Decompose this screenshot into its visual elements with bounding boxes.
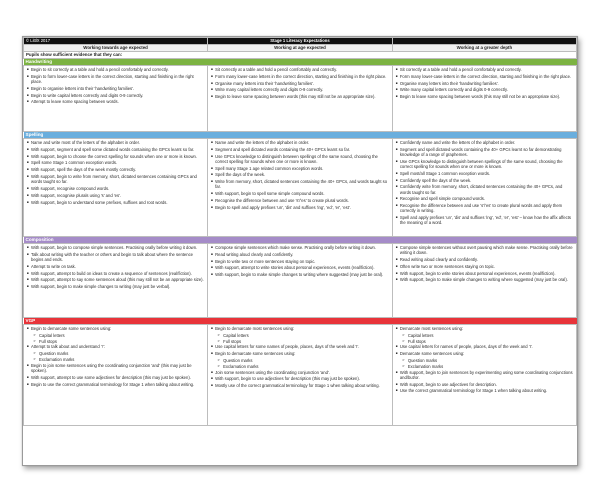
bullet-item: ■ Organise many letters into their 'handwriting families'. [396,81,574,86]
bullet-item: ■ With support, begin to understand some prefixes, suffixes and root words. [27,200,205,205]
sub-bullet-item: ➢ Capital letters [27,333,205,338]
section-title: Composition [24,237,577,244]
bullet-list [211,67,390,99]
cell-handwriting-expected [208,66,393,132]
title-blank [392,38,576,45]
cell-handwriting-towards [24,66,208,132]
bullet-item: ■ With support, begin to write from memory, short, dictated sentences containing GPCs and words taught so far. [27,174,205,184]
cell-composition-towards [24,244,208,318]
bullet-item: ■ Demarcate most sentences using: [396,326,574,331]
bullet-item: ■ With support, begin to join sentences by experimenting using some coordinating conjunctions and/but/or. [396,370,574,380]
cell-spelling-towards [24,139,208,237]
bullet-item: ■ Sit correctly at a table and hold a pencil comfortably and correctly. [211,67,390,72]
column-header-expected: Working at age expected [208,45,393,52]
column-header-greater: Working at a greater depth [392,45,576,52]
bullet-item: ■ With support, attempt to use some adjectives for description (this may just be spoken). [27,375,205,380]
bullet-item: ■ Name and write most of the letters of the alphabet in order. [27,140,205,145]
bullet-item: ■ With support, recognise plurals using 's' and 'es'. [27,193,205,198]
cell-composition-expected [208,244,393,318]
bullet-item: ■ Begin to demarcate most sentences using: [211,326,390,331]
bullet-item: ■ With support, begin to use adjectives for description. [396,382,574,387]
bullet-item: ■ Segment and spell dictated words containing the 40+ GPCs learnt so far. [211,147,390,152]
section-header-vgp [24,318,577,325]
bullet-item: ■ Begin to write capital letters correctly and digits 0-9 correctly. [27,93,205,98]
sub-bullet-item: ➢ Question marks [396,358,574,363]
sub-bullet-item: ➢ Exclamation marks [27,357,205,362]
bullet-item: ■ Begin to leave some spacing between words (this may still not be an appropriate size). [211,94,390,99]
bullet-list [27,326,205,387]
bullet-item: ■ Often write two or more sentences staying on topic. [396,264,574,269]
cell-handwriting-greater [392,66,576,132]
sub-bullet-item: ➢ Question marks [211,358,390,363]
bullet-item: ■ Begin to demarcate some sentences using: [211,351,390,356]
bullet-item: ■ Confidently spell the days of the week. [396,178,574,183]
expectations-sheet [22,36,578,466]
pupils-label: Pupils show sufficient evidence that they can: [24,52,577,59]
sub-bullet-item: ➢ Full stops [396,339,574,344]
bullet-item: ■ Mostly use of the correct grammatical terminology for Stage 1 when talking about writing. [211,383,390,388]
bullet-item: ■ Demarcate some sentences using: [396,351,574,356]
bullet-item: ■ Spell most/all Stage 1 common exception words. [396,171,574,176]
bullet-item: ■ Confidently write from memory, short, dictated sentences containing the 40+ GPCs, and words taught so far. [396,184,574,194]
bullet-item: ■ Spell the days of the week. [211,172,390,177]
bullet-list [211,326,390,388]
bullet-list [396,326,574,394]
bullet-item: ■ Name and write the letters of the alphabet in order. [211,140,390,145]
bullet-item: ■ Sit correctly at a table and hold a pencil comfortably and correctly. [396,67,574,72]
bullet-item: ■ With support, recognise compound words. [27,186,205,191]
bullet-item: ■ With support, begin to write stories about personal experiences, events (real/fiction). [396,271,574,276]
section-header-handwriting [24,59,577,66]
bullet-item: ■ With support, attempt to write stories about personal experiences, events (real/fiction). [211,265,390,270]
cell-spelling-expected [208,139,393,237]
section-row-spelling [24,139,577,237]
bullet-list [27,140,205,205]
sub-bullet-item: ➢ Exclamation marks [211,364,390,369]
bullet-item: ■ Use capital letters for names of people, places, days of the week and 'I'. [396,344,574,349]
bullet-item: ■ With support, begin to make simple changes to writing where suggested (may just be oral). [396,277,574,282]
section-title: Spelling [24,132,577,139]
bullet-item: ■ Begin to use the correct grammatical terminology for Stage 1 when talking about writing. [27,382,205,387]
bullet-item: ■ Begin to spell and apply prefixes 'un', 'dis' and suffixes 'ing', 'ed', 'er', 'est'. [211,205,390,210]
bullet-item: ■ Recognise the difference between and use 's'/'es' to create plural words and apply them correctly in writing. [396,203,574,213]
section-row-vgp [24,325,577,426]
sub-bullet-item: ➢ Capital letters [396,333,574,338]
cell-spelling-greater [392,139,576,237]
bullet-item: ■ With support, attempt to build on ideas to create a sequence of sentences (real/fiction). [27,271,205,276]
bullet-item: ■ Spell some Stage 1 common exception words. [27,160,205,165]
bullet-item: ■ With support, begin to spell some simple compound words. [211,191,390,196]
bullet-item: ■ With support, begin to make simple changes to writing where suggested (may just be oral). [211,272,390,277]
sub-bullet-item: ➢ Question marks [27,351,205,356]
sheet-title: Stage 1 Literacy Expectations [208,38,393,45]
bullet-item: ■ Begin to join some sentences using the coordinating conjunction 'and' (this may just be spoken). [27,363,205,373]
section-title: VGP [24,318,577,325]
title-row [24,38,577,45]
bullet-item: ■ Begin to organise letters into their 'handwriting families'. [27,86,205,91]
bullet-list [396,140,574,226]
sub-bullet-item: ➢ Full stops [27,339,205,344]
bullet-item: ■ Segment and spell dictated words containing the 40+ GPCs learnt so far demonstrating knowledge of a range of graphemes. [396,147,574,157]
bullet-item: ■ Use capital letters for some names of people, places, days of the week and 'I'. [211,344,390,349]
bullet-item: ■ Begin to leave some spacing between words (this may still not be an appropriate size). [396,94,574,99]
bullet-item: ■ Begin to demarcate some sentences using: [27,326,205,331]
bullet-item: ■ Join some sentences using the coordinating conjunction 'and'. [211,370,390,375]
bullet-item: ■ Confidently name and write the letters of the alphabet in order. [396,140,574,145]
bullet-item: ■ Spell many Stage 1 age related common exception words. [211,166,390,171]
bullet-item: ■ Attempt to leave some spacing between words. [27,99,205,104]
copyright: © LittlX 2017 [24,38,208,45]
cell-vgp-expected [208,325,393,426]
column-header-towards: Working towards age expected [24,45,208,52]
bullet-item: ■ Spell and apply prefixes 'un', 'dis' and suffixes 'ing', 'ed', 'er', 'est' – know how the affix affects the meaning of a word. [396,215,574,225]
bullet-item: ■ Use the correct grammatical terminology for Stage 1 when talking about writing. [396,388,574,393]
bullet-item: ■ Use GPCs knowledge to distinguish between spellings of the same sound, choosing the correct spelling for sounds when one or more is known. [211,154,390,164]
bullet-item: ■ Write from memory, short, dictated sentences containing the 40+ GPCs, and words taught so far. [211,179,390,189]
bullet-item: ■ With support, segment and spell some dictated words containing the GPCs learnt so far. [27,147,205,152]
sub-bullet-item: ➢ Exclamation marks [396,364,574,369]
bullet-item: ■ Form many lower-case letters in the correct direction, starting and finishing in the right place. [396,74,574,79]
expectations-table [23,37,577,426]
sections-body [24,59,577,426]
bullet-item: ■ Begin to sit correctly at a table and hold a pencil comfortably and correctly. [27,67,205,72]
sub-bullet-item: ➢ Capital letters [211,333,390,338]
section-row-composition [24,244,577,318]
sub-bullet-item: ➢ Full stops [211,339,390,344]
cell-vgp-greater [392,325,576,426]
bullet-item: ■ Write many capital letters correctly and digits 0-9 correctly. [396,87,574,92]
bullet-item: ■ Read writing aloud clearly and confidently. [211,252,390,257]
bullet-item: ■ Attempt to talk about and understand '!': [27,344,205,349]
bullet-list [396,245,574,283]
pupils-row [24,52,577,59]
bullet-list [211,245,390,277]
bullet-item: ■ Compose simple sentences which make sense. Practising orally before writing it down. [211,245,390,250]
bullet-item: ■ With support, begin to choose the correct spelling for sounds when one or more is known. [27,154,205,159]
bullet-list [27,67,205,105]
section-header-composition [24,237,577,244]
bullet-item: ■ With support, spell the days of the week mostly correctly. [27,167,205,172]
column-header-row [24,45,577,52]
bullet-item: ■ With support, begin to compose simple sentences. Practising orally before writing it down. [27,245,205,250]
bullet-list [211,140,390,210]
bullet-item: ■ Organise many letters into their 'handwriting families'. [211,81,390,86]
bullet-item: ■ Compose simple sentences without overt pausing which make sense. Practising orally before writing it down. [396,245,574,255]
bullet-list [396,67,574,99]
bullet-item: ■ Begin to form lower-case letters in the correct direction, starting and finishing in the right place. [27,74,205,84]
bullet-item: ■ With support, begin to use adjectives for description (this may just be spoken). [211,376,390,381]
bullet-item: ■ Write many capital letters correctly and digits 0-9 correctly. [211,87,390,92]
section-title: Handwriting [24,59,577,66]
bullet-list [27,245,205,289]
section-row-handwriting [24,66,577,132]
bullet-item: ■ Attempt to write on task. [27,264,205,269]
cell-composition-greater [392,244,576,318]
bullet-item: ■ With support, attempt to say some sentences aloud (this may still not be an appropriate size). [27,277,205,282]
bullet-item: ■ Form many lower-case letters in the correct direction, starting and finishing in the right place. [211,74,390,79]
bullet-item: ■ Talk about writing with the teacher or others and begin to talk about where the sentence begins and ends. [27,252,205,262]
bullet-item: ■ Read writing aloud clearly and confidently. [396,257,574,262]
bullet-item: ■ Begin to write two or more sentences staying on topic. [211,259,390,264]
section-header-spelling [24,132,577,139]
bullet-item: ■ Recognise and spell simple compound words. [396,196,574,201]
bullet-item: ■ With support, begin to make simple changes to writing (may just be verbal). [27,284,205,289]
bullet-item: ■ Use GPCs knowledge to distinguish between spellings of the same sound, choosing the correct spelling for sounds when one or more is known. [396,159,574,169]
cell-vgp-towards [24,325,208,426]
bullet-item: ■ Recognise the difference between and use 's'/'es' to create plural words. [211,198,390,203]
